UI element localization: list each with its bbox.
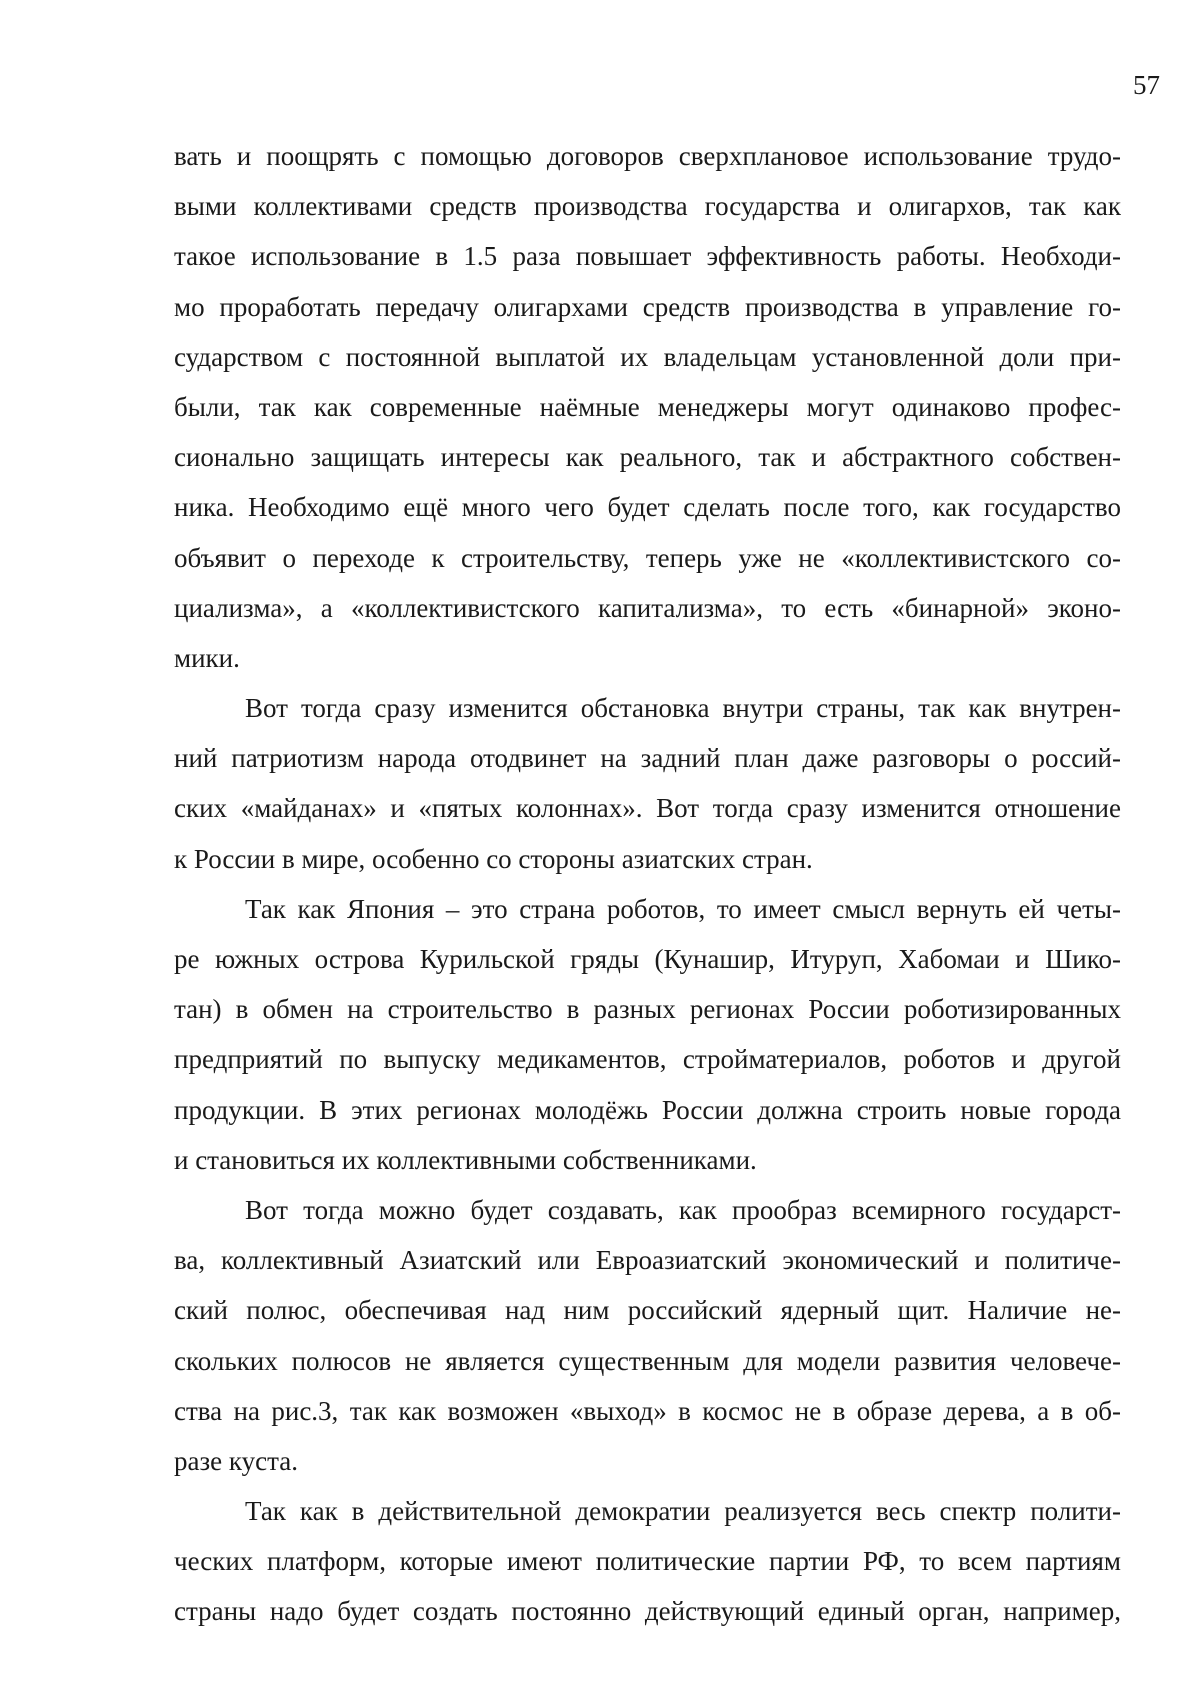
text-line: и становиться их коллективными собственниками. <box>174 1144 757 1175</box>
text-line: разе куста. <box>174 1445 298 1476</box>
paragraph-first-line: Вот тогда можно будет создавать, как прообраз всемирного государст- <box>245 1194 1121 1225</box>
text-line: ре южных острова Курильской гряды (Кунашир, Итуруп, Хабомаи и Шико- <box>174 944 1121 974</box>
paragraph-first-line: Так как в действительной демократии реализуется весь спектр полити- <box>245 1496 1121 1527</box>
text-line: ника. Необходимо ещё много чего будет сделать после того, как государство <box>174 492 1121 523</box>
body-text <box>174 131 1121 1637</box>
text-line: ний патриотизм народа отодвинет на задний план даже разговоры о россий- <box>174 743 1121 774</box>
text-line: к России в мире, особенно со стороны азиатских стран. <box>174 843 813 874</box>
text-line: объявит о переходе к строительству, теперь уже не «коллективистского со- <box>174 542 1121 573</box>
text-line: мики. <box>174 642 240 673</box>
text-line: ства на рис.3, так как возможен «выход» в космос не в образе дерева, а в об- <box>174 1395 1121 1426</box>
text-line: ский полюс, обеспечивая над ним российский ядерный щит. Наличие не- <box>174 1295 1121 1326</box>
text-line: тан) в обмен на строительство в разных регионах России роботизированных <box>174 994 1121 1025</box>
text-line: циализма», а «коллективистского капитализма», то есть «бинарной» эконо- <box>174 592 1121 623</box>
text-line: страны надо будет создать постоянно действующий единый орган, например, <box>174 1596 1121 1627</box>
text-line: ва, коллективный Азиатский или Евроазиатский экономический и политиче- <box>174 1245 1121 1276</box>
text-line: были, так как современные наёмные менеджеры могут одинаково профес- <box>174 391 1121 422</box>
text-line: сударством с постоянной выплатой их владельцам установленной доли при- <box>174 341 1121 372</box>
text-line: такое использование в 1.5 раза повышает эффективность работы. Необходи- <box>174 241 1121 272</box>
text-line: сионально защищать интересы как реального, так и абстрактного собствен- <box>174 442 1121 473</box>
page-number: 57 <box>1133 70 1160 100</box>
paragraph-first-line: Так как Япония – это страна роботов, то имеет смысл вернуть ей четы- <box>245 893 1121 924</box>
text-line: выми коллективами средств производства государства и олигархов, так как <box>174 191 1121 222</box>
text-line: вать и поощрять с помощью договоров сверхплановое использование трудо- <box>174 141 1121 171</box>
paragraph-first-line: Вот тогда сразу изменится обстановка внутри страны, так как внутрен- <box>245 693 1121 724</box>
text-line: ских «майданах» и «пятых колоннах». Вот тогда сразу изменится отношение <box>174 793 1121 824</box>
text-line: ческих платформ, которые имеют политические партии РФ, то всем партиям <box>174 1546 1121 1577</box>
text-line: мо проработать передачу олигархами средств производства в управление го- <box>174 291 1121 322</box>
text-line: предприятий по выпуску медикаментов, стройматериалов, роботов и другой <box>174 1044 1121 1075</box>
text-line: скольких полюсов не является существенным для модели развития человече- <box>174 1345 1121 1376</box>
text-line: продукции. В этих регионах молодёжь России должна строить новые города <box>174 1094 1121 1125</box>
